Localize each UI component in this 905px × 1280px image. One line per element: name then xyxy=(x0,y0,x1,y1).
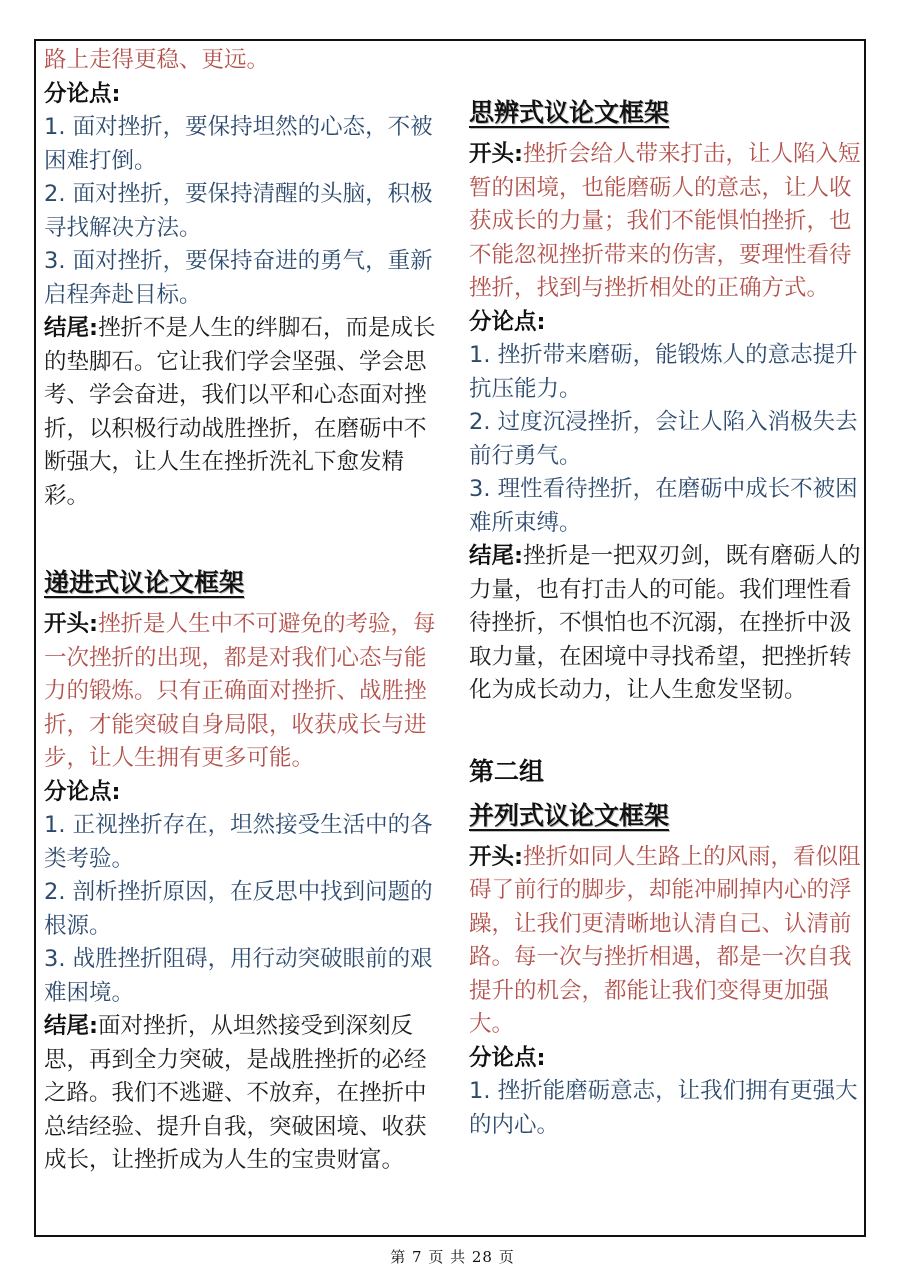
ending-text: 面对挫折，从坦然接受到深刻反思，再到全力突破，是战胜挫折的必经之路。我们不逃避、不放弃，在挫折中总结经验、提升自我，突破困境、收获成长，让挫折成为人生的宝贵财富。 xyxy=(44,1013,427,1173)
ending-paragraph xyxy=(469,540,864,708)
sub-point: 1. 挫折带来磨砺，能锻炼人的意志提升抗压能力。 xyxy=(469,342,858,402)
group-title: 第二组 xyxy=(469,756,545,786)
ending-text: 挫折是一把双刃剑，既有磨砺人的力量，也有打击人的可能。我们理性看待挫折，不惧怕也不沉溺，在挫折中汲取力量，在困境中寻找希望，把挫折转化为成长动力，让人生愈发坚韧。 xyxy=(469,543,861,703)
section-heading: 并列式议论文框架 xyxy=(469,800,670,830)
opening-text: 挫折会给人带来打击，让人陷入短暂的困境，也能磨砺人的意志，让人收获成长的力量；我们不能惧怕挫折，也不能忽视挫折带来的伤害，要理性看待挫折，找到与挫折相处的正确方式。 xyxy=(469,141,861,301)
opening-label: 开头: xyxy=(469,843,523,870)
opening-label: 开头: xyxy=(469,141,523,167)
sub-points-label: 分论点: xyxy=(469,1044,546,1071)
ending-label: 结尾: xyxy=(469,543,523,569)
sub-points-label: 分论点: xyxy=(44,80,121,107)
opening-paragraph xyxy=(44,608,439,776)
sub-point: 1. 正视挫折存在，坦然接受生活中的各类考验。 xyxy=(44,812,433,872)
sub-point: 3. 面对挫折，要保持奋进的勇气，重新启程奔赴目标。 xyxy=(44,248,433,308)
opening-paragraph xyxy=(469,841,864,1042)
section-heading: 思辨式议论文框架 xyxy=(469,98,670,127)
sub-point: 3. 战胜挫折阻碍，用行动突破眼前的艰难困境。 xyxy=(44,946,433,1006)
sub-point: 2. 面对挫折，要保持清醒的头脑，积极寻找解决方法。 xyxy=(44,181,433,241)
right-column xyxy=(469,95,864,1142)
continued-text: 路上走得更稳、更远。 xyxy=(44,47,270,73)
sub-point: 3. 理性看待挫折，在磨砺中成长不被困难所束缚。 xyxy=(469,476,858,536)
sub-point: 1. 面对挫折，要保持坦然的心态，不被困难打倒。 xyxy=(44,114,433,174)
opening-paragraph xyxy=(469,138,864,306)
ending-label: 结尾: xyxy=(44,315,98,341)
opening-label: 开头: xyxy=(44,611,98,637)
sub-points-label: 分论点: xyxy=(469,308,546,335)
page-footer: 第 7 页 共 28 页 xyxy=(390,1248,515,1266)
opening-text: 挫折如同人生路上的风雨，看似阻碍了前行的脚步，却能冲刷掉内心的浮躁，让我们更清晰地认清自己、认清前路。每一次与挫折相遇，都是一次自我提升的机会，都能让我们变得更加强大。 xyxy=(469,843,861,1037)
sub-point: 2. 剖析挫折原因，在反思中找到问题的根源。 xyxy=(44,879,433,939)
ending-paragraph xyxy=(44,1010,439,1178)
sub-point: 2. 过度沉浸挫折，会让人陷入消极失去前行勇气。 xyxy=(469,409,858,469)
left-column xyxy=(44,44,439,1178)
sub-points-label: 分论点: xyxy=(44,778,121,805)
ending-label: 结尾: xyxy=(44,1013,98,1039)
sub-point: 1. 挫折能磨砺意志，让我们拥有更强大的内心。 xyxy=(469,1078,858,1138)
section-heading: 递进式议论文框架 xyxy=(44,568,245,597)
opening-text: 挫折是人生中不可避免的考验，每一次挫折的出现，都是对我们心态与能力的锻炼。只有正确面对挫折、战胜挫折，才能突破自身局限，收获成长与进步，让人生拥有更多可能。 xyxy=(44,611,436,771)
ending-paragraph xyxy=(44,312,439,513)
ending-text: 挫折不是人生的绊脚石，而是成长的垫脚石。它让我们学会坚强、学会思考、学会奋进，我们以平和心态面对挫折，以积极行动战胜挫折，在磨砺中不断强大，让人生在挫折洗礼下愈发精彩。 xyxy=(44,315,436,509)
